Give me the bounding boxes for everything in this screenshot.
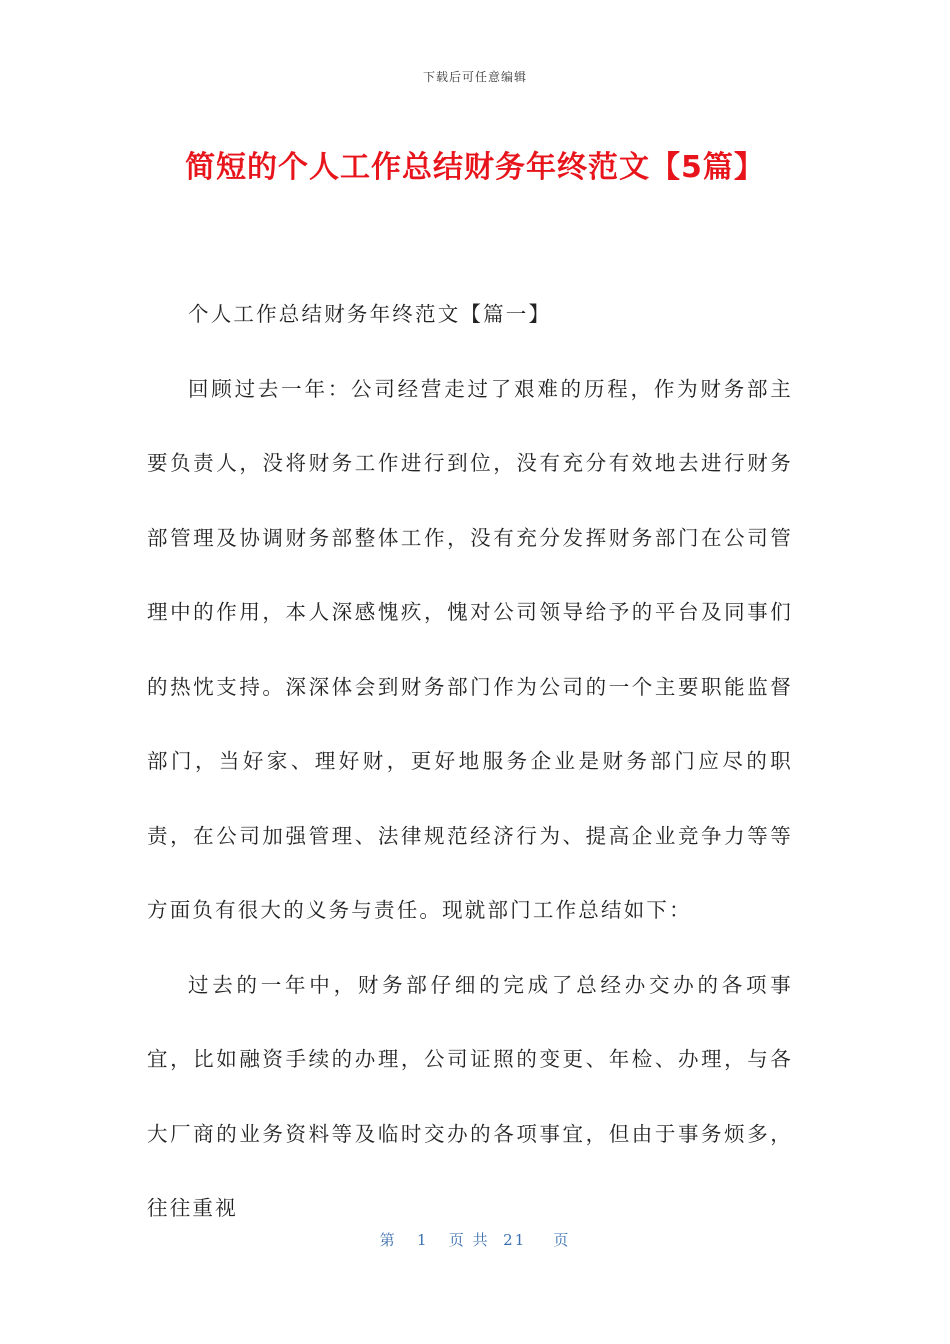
document-body: [147, 277, 793, 1246]
footer-page-prefix: 第: [379, 1231, 397, 1249]
footer-page-number: 1: [416, 1231, 429, 1249]
paragraph-2: 过去的一年中，财务部仔细的完成了总经办交办的各项事宜，比如融资手续的办理，公司证照的变更、年检、办理，与各大厂商的业务资料等及临时交办的各项事宜，但由于事务烦多，往往重视: [147, 972, 793, 1220]
section-heading: 个人工作总结财务年终范文【篇一】: [188, 302, 552, 326]
footer-page-suffix: 页: [553, 1231, 571, 1249]
paragraph-1: 回顾过去一年：公司经营走过了艰难的历程，作为财务部主要负责人，没将财务工作进行到位，没有充分有效地去进行财务部管理及协调财务部整体工作，没有充分发挥财务部门在公司管理中的作用，本人深感愧疚，愧对公司领导给予的平台及同事们的热忱支持。深深体会到财务部门作为公司的一个主要职能监督部门，当好家、理好财，更好地服务企业是财务部门应尽的职责，在公司加强管理、法律规范经济行为、提高企业竞争力等等方面负有很大的义务与责任。现就部门工作总结如下：: [147, 376, 793, 922]
header-note: 下载后可任意编辑: [422, 70, 527, 84]
page-footer: [0, 1229, 950, 1250]
document-title: 简短的个人工作总结财务年终范文【5篇】: [185, 150, 765, 185]
footer-total-pages: 21: [503, 1231, 527, 1249]
footer-page-middle: 页 共: [448, 1231, 490, 1249]
